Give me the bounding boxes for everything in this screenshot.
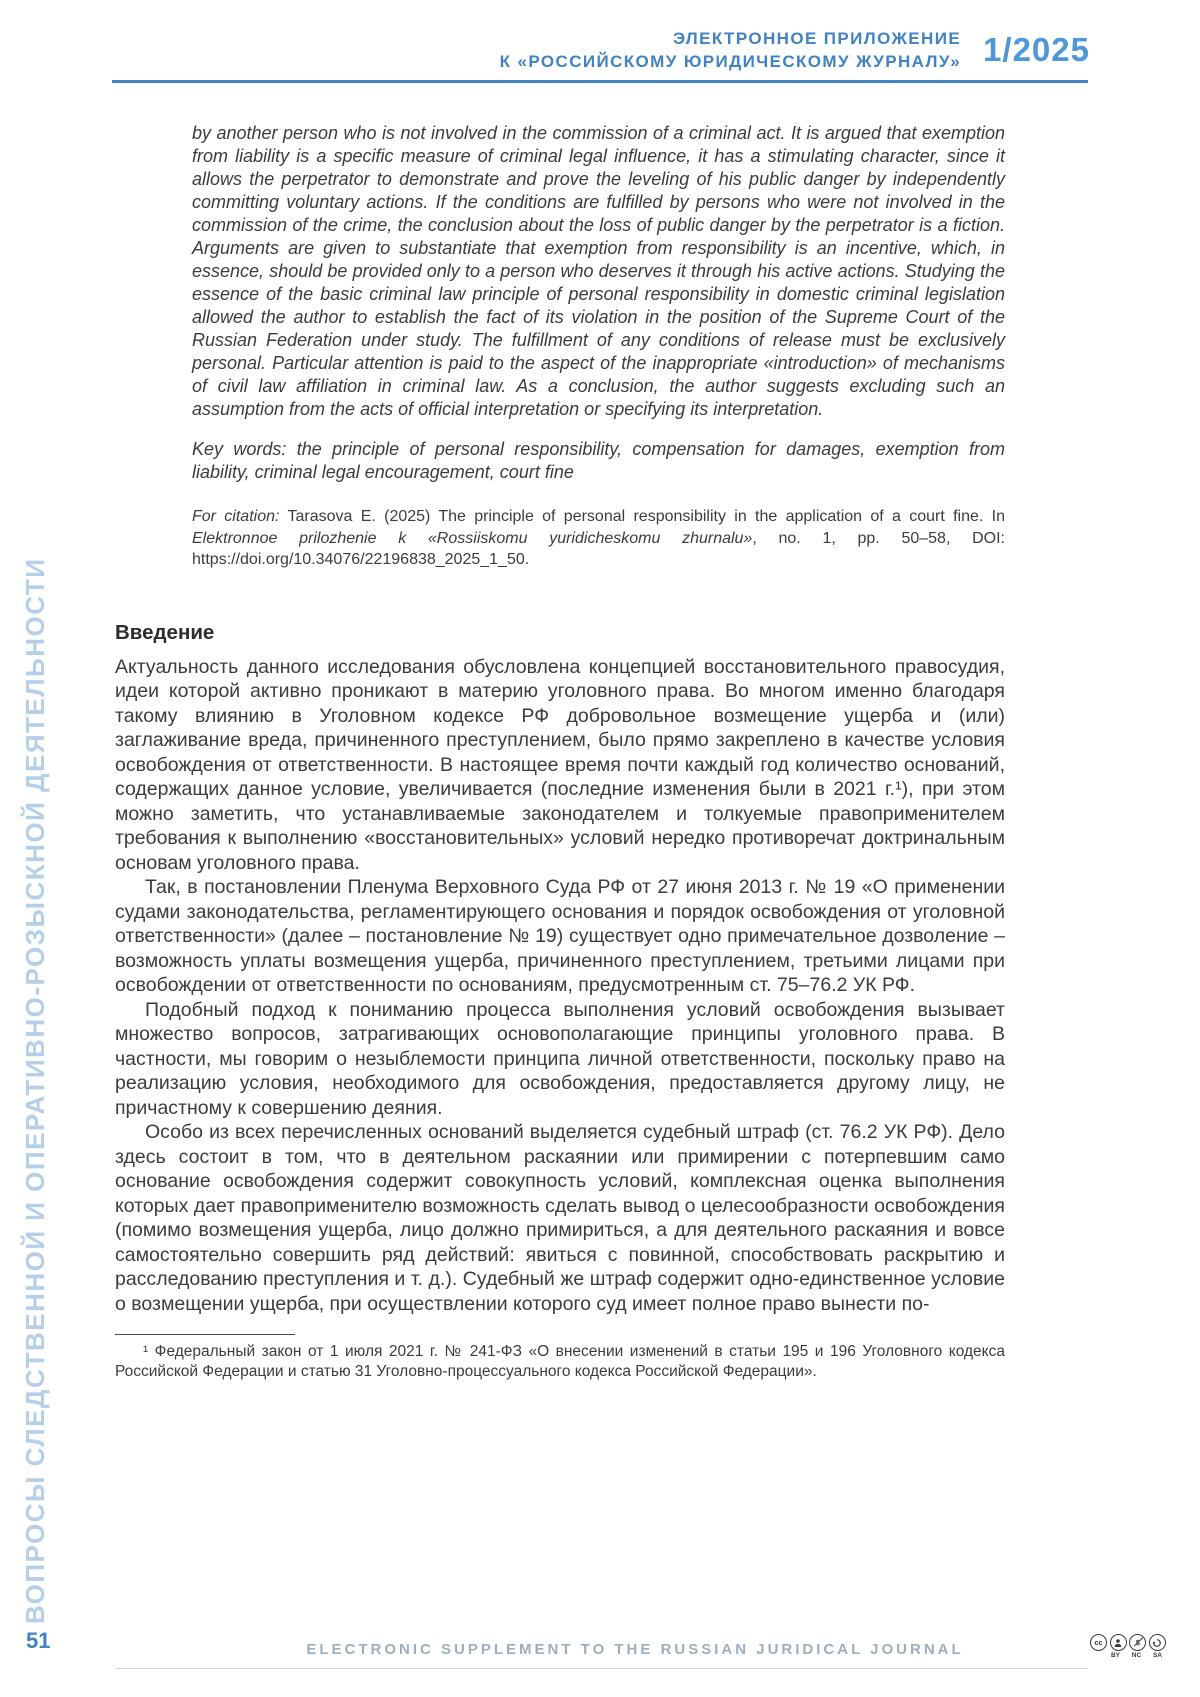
cc-term-sa: SA [1152, 1652, 1163, 1659]
abstract-text: by another person who is not involved in the commission of a criminal act. It is argued that exemption from liability is a specific measure of criminal legal influence, it has a stimulating character, since it allows the perpetrator to demonstrate and prove the leveling of his public danger by independently committing voluntary actions. If the conditions are fulfilled by persons who were not involved in the commission of the crime, the conclusion about the loss of public danger by the perpetrator is a fiction. Arguments are given to substantiate that exemption from responsibility is an incentive, which, in essence, should be provided only to a person who deserves it through his active actions. Studying the essence of the basic criminal law principle of personal responsibility in domestic criminal legislation allowed the author to establish the fact of its violation in the position of the Supreme Court of the Russian Federation under study. The fulfillment of any conditions of release must be exclusively personal. Particular attention is paid to the aspect of the inappropriate «introduction» of mechanisms of civil law affiliation in criminal law. As a conclusion, the author suggests excluding such an assumption from the acts of official interpretation or specifying its interpretation. [192, 123, 1005, 419]
cc-term-nc: NC [1131, 1652, 1142, 1659]
section-heading-introduction: Введение [115, 620, 215, 644]
citation-label: For citation: [192, 508, 280, 525]
citation [192, 506, 1005, 571]
journal-title-ru-line2: К «РОССИЙСКОМУ ЮРИДИЧЕСКОМУ ЖУРНАЛУ» [499, 52, 962, 71]
journal-title-ru-line1: ЭЛЕКТРОННОЕ ПРИЛОЖЕНИЕ [672, 29, 962, 48]
body-paragraph: Так, в постановлении Пленума Верховного Суда РФ от 27 июня 2013 г. № 19 «О применении судами законодательства, регламентирующего основания и порядок освобождения от уголовной ответственности» (далее – постановление № 19) существует одно примечательное дозволение – возможность уплаты возмещения ущерба, причиненного преступлением, третьими лицами при освобождении от ответственности по основаниям, предусмотренным ст. 75–76.2 УК РФ. [115, 876, 1005, 996]
page-header [500, 27, 1090, 73]
cc-term-by: BY [1110, 1652, 1121, 1659]
body-paragraph: Подобный подход к пониманию процесса выполнения условий освобождения вызывает множество вопросов, затрагивающих основополагающие принципы уголовного права. В частности, мы говорим о незыблемости принципа личной ответственности, поскольку право на реализацию условия, необходимого для освобождения, предоставляется другому лицу, не причастному к совершению деяния. [115, 998, 1005, 1119]
citation-text-1: Tarasova E. (2025) The principle of personal responsibility in the application of a court fine. In [287, 508, 1005, 525]
citation-text-2: , no. 1, pp. 50–58, DOI: https://doi.org/10.34076/22196838_2025_1_50. [192, 529, 1005, 568]
share-alike-arrow-icon [1149, 1634, 1166, 1651]
cc-terms-row [1090, 1652, 1166, 1659]
citation-journal: Elektronnoe prilozhenie k «Rossiiskomu yuridicheskomu zhurnalu» [192, 529, 753, 547]
cc-icon [1090, 1634, 1107, 1651]
header-divider [112, 80, 1088, 83]
article-content [115, 122, 1005, 1382]
cc-license-badge [1090, 1634, 1166, 1659]
footnote-divider [115, 1334, 295, 1335]
section-vertical-label: ВОПРОСЫ СЛЕДСТВЕННОЙ И ОПЕРАТИВНО-РОЗЫСКНОЙ ДЕЯТЕЛЬНОСТИ [20, 557, 50, 1624]
non-commercial-dollar-icon [1129, 1634, 1146, 1651]
keywords-text: Key words: the principle of personal responsibility, compensation for damages, exemption from liability, criminal legal encouragement, court fine [192, 439, 1005, 482]
journal-title-ru [500, 27, 961, 73]
journal-title-en: ELECTRONIC SUPPLEMENT TO THE RUSSIAN JURIDICAL JOURNAL [306, 1641, 964, 1658]
article-body [115, 621, 1005, 1317]
page-number: 51 [26, 1628, 51, 1653]
attribution-person-icon [1110, 1634, 1127, 1651]
footer-divider [115, 1668, 1088, 1669]
footnote-text: ¹ Федеральный закон от 1 июля 2021 г. № 241-ФЗ «О внесении изменений в статьи 195 и 196 Уголовного кодекса Российской Федерации и статью 31 Уголовно-процессуального кодекса Российской Федерации». [115, 1343, 1005, 1380]
issue-number: 1/2025 [983, 31, 1090, 68]
body-paragraph: Актуальность данного исследования обусловлена концепцией восстановительного правосудия, идеи которой активно проникают в материю уголовного права. Во многом именно благодаря такому влиянию в Уголовном кодексе РФ добровольное возмещение ущерба и (или) заглаживание вреда, причиненного преступлением, было прямо закреплено в качестве условия освобождения от ответственности. В настоящее время почти каждый год количество оснований, содержащих данное условие, увеличивается (последние изменения были в 2021 г.¹), при этом можно заметить, что устанавливаемые законодателем и толкуемые правоприменителем требования к выполнению «восстановительных» условий нередко противоречат доктринальным основам уголовного права. [115, 655, 1005, 874]
cc-icon-row [1090, 1634, 1166, 1651]
body-paragraph: Особо из всех перечисленных оснований выделяется судебный штраф (ст. 76.2 УК РФ). Дело здесь состоит в том, что в деятельном раскаянии или примирении с потерпевшим само основание освобождения содержит совокупность условий, комплексная оценка выполнения которых дает правоприменителю возможность сделать вывод о целесообразности освобождения (помимо возмещения ущерба, лицо должно примириться, а для деятельного раскаяния и вовсе самостоятельно совершить ряд действий: явиться с повинной, способствовать раскрытию и расследованию преступления и т. д.). Судебный же штраф содержит одно-единственное условие о возмещении ущерба, при осуществлении которого суд имеет полное право вынести по- [115, 1121, 1005, 1315]
cc-icon-label: cc [1094, 1638, 1103, 1647]
